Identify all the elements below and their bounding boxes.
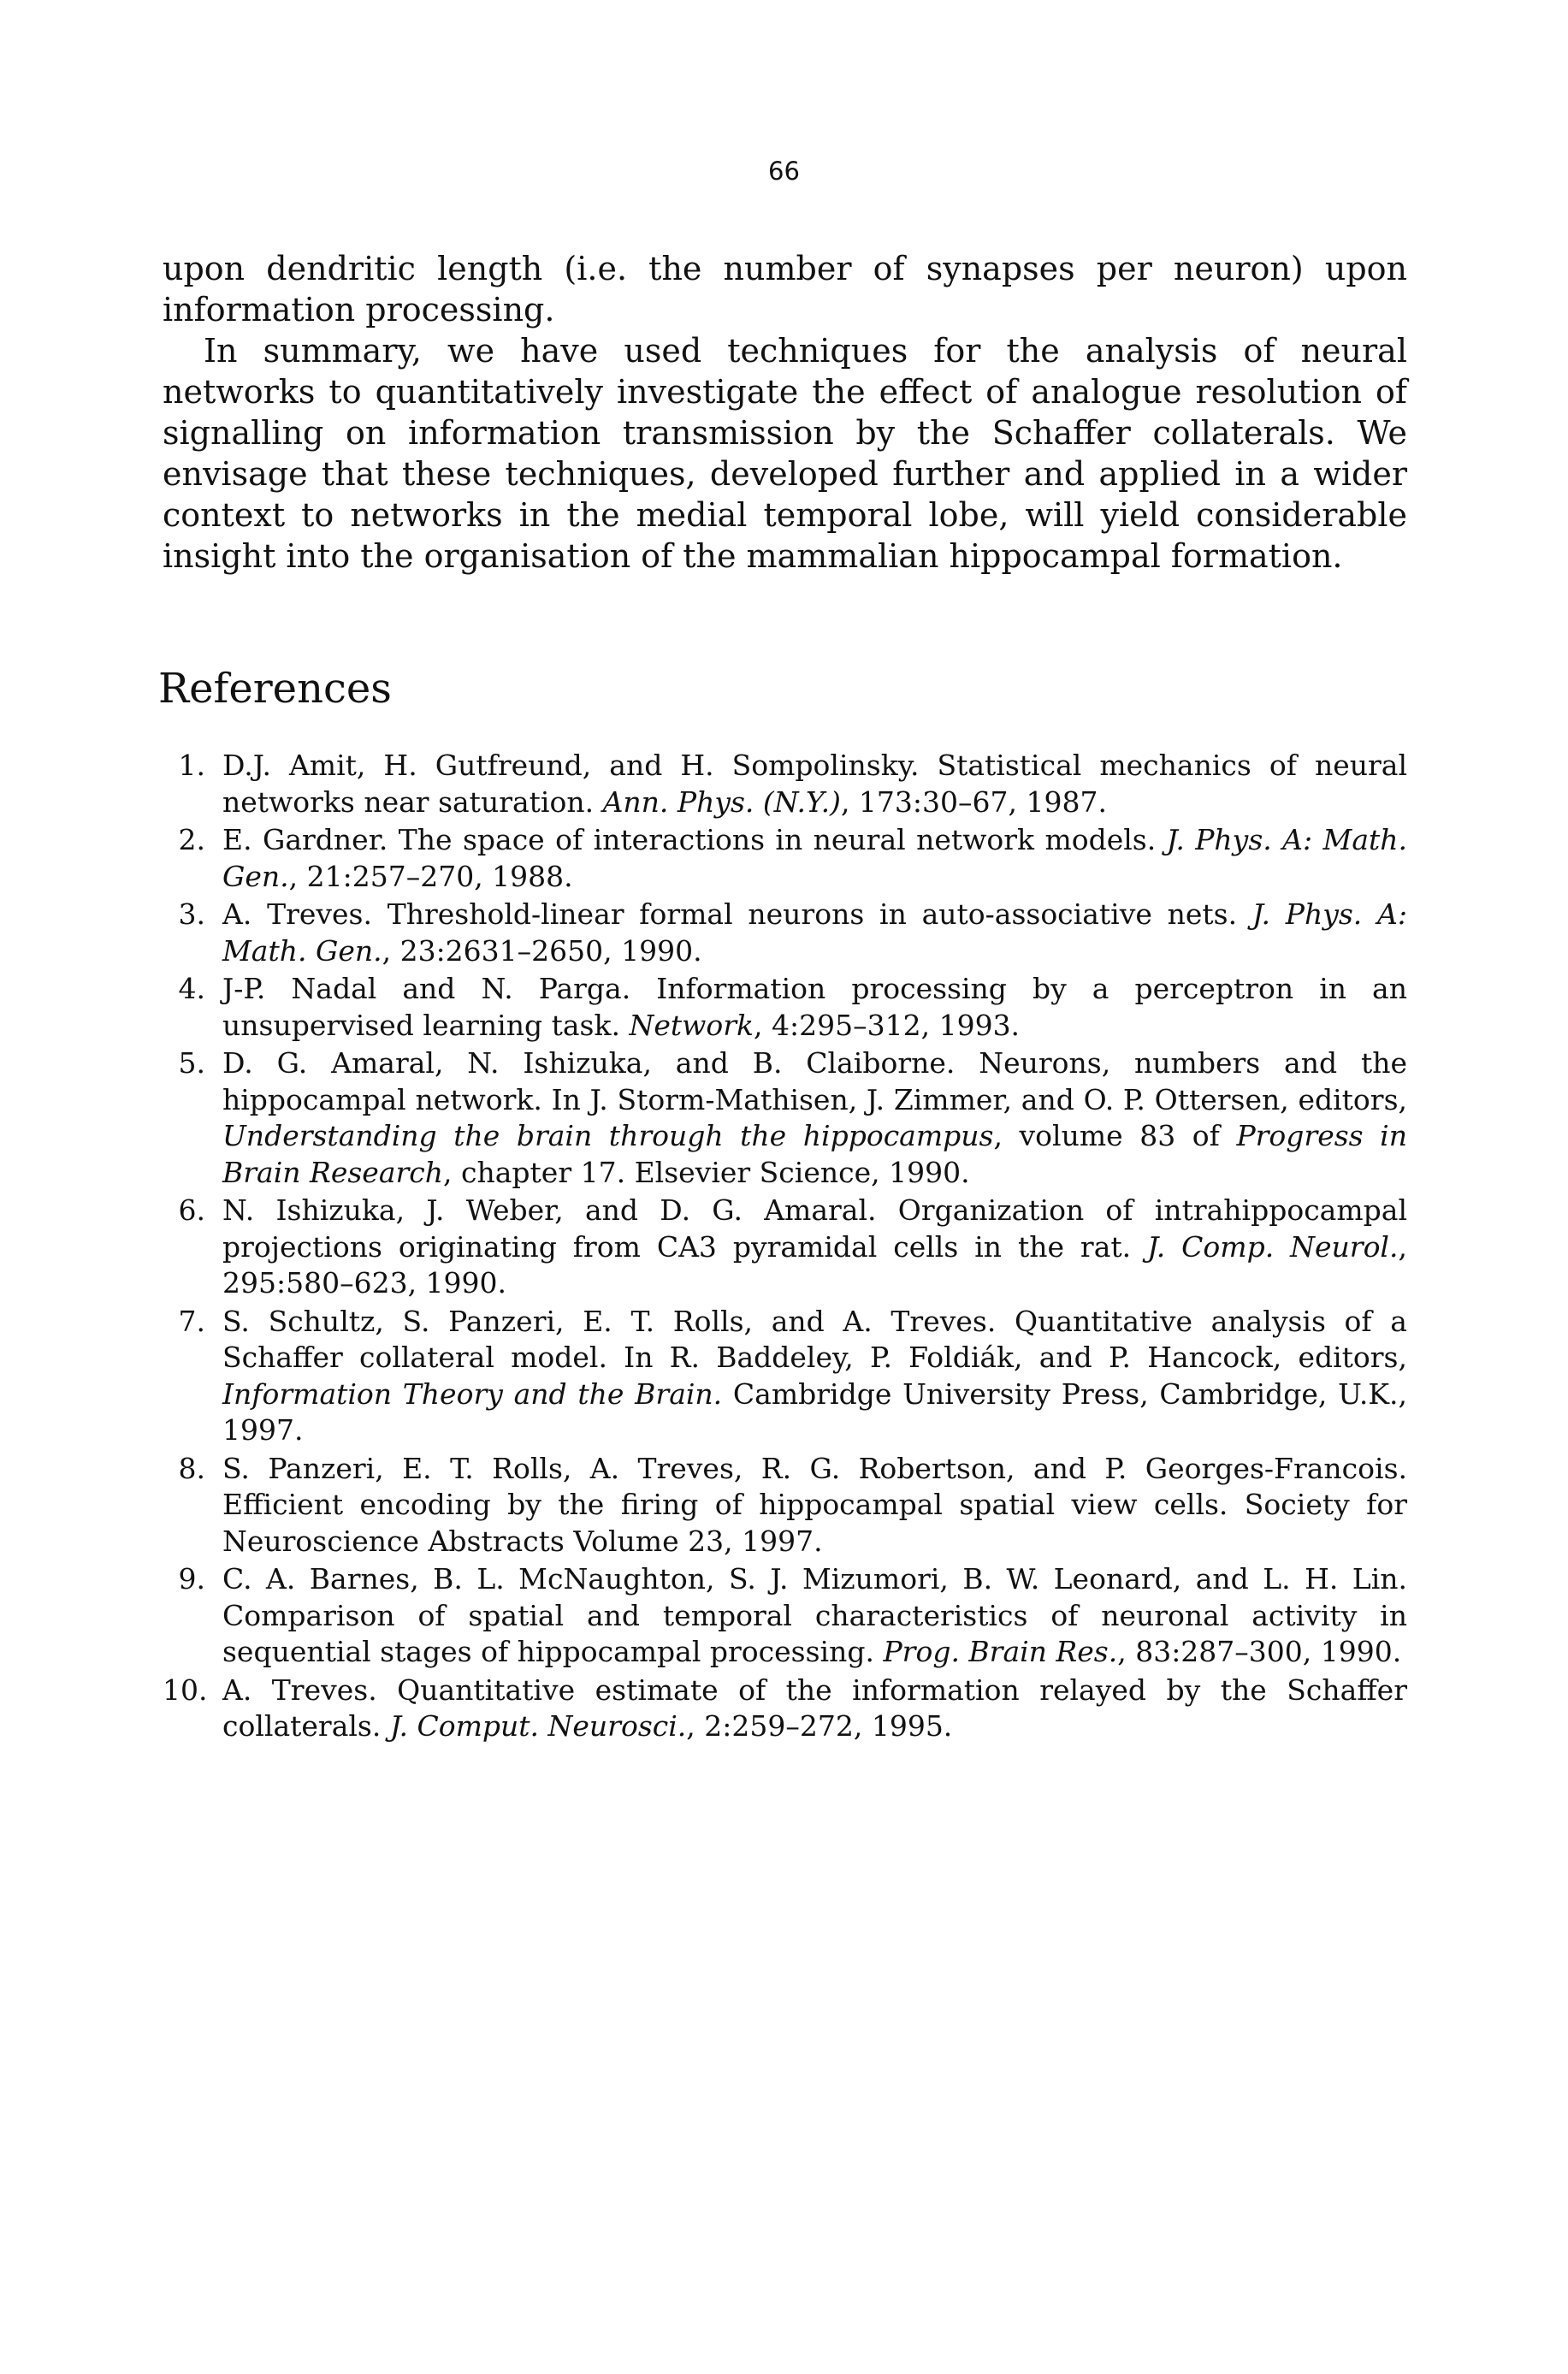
- reference-text: [222, 1193, 1407, 1302]
- reference-item: [163, 822, 1407, 895]
- page-number: 66: [768, 157, 800, 186]
- reference-segment: , 21:257–270, 1988.: [288, 859, 573, 893]
- reference-segment: E. Gardner. The space of interactions in neural network models.: [222, 823, 1167, 856]
- references-heading: References: [158, 665, 392, 713]
- paragraph-summary: In summary, we have used techniques for the analysis of neural networks to quantitatively investigate the effect of analogue resolution of signalling on information transmission by the Schaffer collaterals. We envisage that these techniques, developed further and applied in a wider context to networks in the medial temporal lobe, will yield considerable insight into the organisation of the mammalian hippocampal formation.: [163, 332, 1407, 575]
- reference-source: J. Comp. Neurol.: [1147, 1229, 1399, 1264]
- reference-segment: , 173:30–67, 1987.: [840, 784, 1107, 819]
- reference-segment: , 23:2631–2650, 1990.: [382, 933, 702, 968]
- reference-text: [222, 1304, 1407, 1449]
- reference-item: [163, 971, 1407, 1044]
- reference-segment: J-P. Nadal and N. Parga. Information processing by a perceptron in an unsupervised learning task.: [222, 972, 1407, 1042]
- reference-number: 9.: [178, 1562, 205, 1595]
- reference-text: [222, 897, 1407, 969]
- reference-number: 4.: [178, 972, 205, 1005]
- reference-item: [163, 1561, 1407, 1671]
- reference-number: 1.: [178, 749, 205, 782]
- reference-text: [222, 1451, 1407, 1560]
- reference-number: 3.: [178, 897, 205, 931]
- reference-item: [163, 897, 1407, 969]
- reference-text: [222, 1561, 1407, 1671]
- reference-segment: , 2:259–272, 1995.: [686, 1709, 953, 1743]
- reference-text: [222, 1672, 1407, 1745]
- reference-segment: S. Panzeri, E. T. Rolls, A. Treves, R. G. Robertson, and P. Georges-Francois. Efficient encoding by the firing of hippocampal spatial view cells. Society for Neuroscience Abstracts Volume 23, 1997.: [222, 1451, 1407, 1558]
- reference-segment: , 83:287–300, 1990.: [1117, 1635, 1402, 1668]
- paragraph-continuation: upon dendritic length (i.e. the number of synapses per neuron) upon information processing.: [163, 250, 1407, 329]
- reference-source: J. Comput. Neurosci.: [389, 1709, 687, 1743]
- reference-item: [163, 1672, 1407, 1745]
- reference-segment: , 295:580–623, 1990.: [222, 1229, 1407, 1299]
- reference-segment: , chapter 17. Elsevier Science, 1990.: [443, 1155, 970, 1189]
- reference-source: Information Theory and the Brain.: [222, 1376, 723, 1411]
- reference-source: Understanding the brain through the hippocampus: [222, 1119, 994, 1152]
- reference-segment: S. Schultz, S. Panzeri, E. T. Rolls, and A. Treves. Quantitative analysis of a Schaffer collateral model. In R. Baddeley, P. Foldiák, and P. Hancock, editors,: [222, 1304, 1407, 1374]
- reference-item: [163, 1451, 1407, 1560]
- reference-list: [163, 748, 1407, 1747]
- reference-source: Progress in Brain Research: [222, 1119, 1407, 1189]
- reference-source: Network: [629, 1008, 754, 1042]
- reference-number: 5.: [178, 1046, 205, 1080]
- reference-item: [163, 1045, 1407, 1191]
- reference-source: Ann. Phys. (N.Y.): [602, 784, 841, 819]
- reference-number: 7.: [178, 1304, 205, 1338]
- reference-item: [163, 748, 1407, 820]
- reference-source: J. Phys. A: Math. Gen.: [222, 897, 1407, 968]
- reference-number: 2.: [178, 823, 205, 856]
- reference-segment: Cambridge University Press, Cambridge, U.K., 1997.: [222, 1376, 1407, 1447]
- reference-item: [163, 1193, 1407, 1302]
- reference-segment: , volume 83 of: [993, 1119, 1237, 1152]
- reference-segment: D. G. Amaral, N. Ishizuka, and B. Claiborne. Neurons, numbers and the hippocampal network. In J. Storm-Mathisen, J. Zimmer, and O. P. Ottersen, editors,: [222, 1046, 1407, 1116]
- reference-item: [163, 1304, 1407, 1449]
- reference-number: 6.: [178, 1193, 205, 1227]
- body-text: [163, 248, 1407, 577]
- reference-text: [222, 971, 1407, 1044]
- reference-source: J. Phys. A: Math. Gen.: [222, 823, 1407, 893]
- reference-source: Prog. Brain Res.: [883, 1635, 1118, 1668]
- reference-number: 8.: [178, 1451, 205, 1485]
- reference-number: 10.: [163, 1672, 208, 1707]
- reference-segment: A. Treves. Threshold-linear formal neurons in auto-associative nets.: [222, 897, 1252, 931]
- reference-text: [222, 748, 1407, 820]
- reference-segment: D.J. Amit, H. Gutfreund, and H. Sompolinsky. Statistical mechanics of neural networks near saturation.: [222, 749, 1407, 819]
- reference-segment: N. Ishizuka, J. Weber, and D. G. Amaral. Organization of intrahippocampal projections originating from CA3 pyramidal cells in the rat.: [222, 1193, 1407, 1264]
- reference-text: [222, 822, 1407, 895]
- reference-text: [222, 1045, 1407, 1191]
- reference-segment: , 4:295–312, 1993.: [754, 1008, 1021, 1042]
- reference-segment: C. A. Barnes, B. L. McNaughton, S. J. Mizumori, B. W. Leonard, and L. H. Lin. Comparison of spatial and temporal characteristics of neuronal activity in sequential stages of hippocampal processing.: [222, 1562, 1407, 1668]
- reference-segment: A. Treves. Quantitative estimate of the information relayed by the Schaffer collaterals.: [222, 1672, 1407, 1743]
